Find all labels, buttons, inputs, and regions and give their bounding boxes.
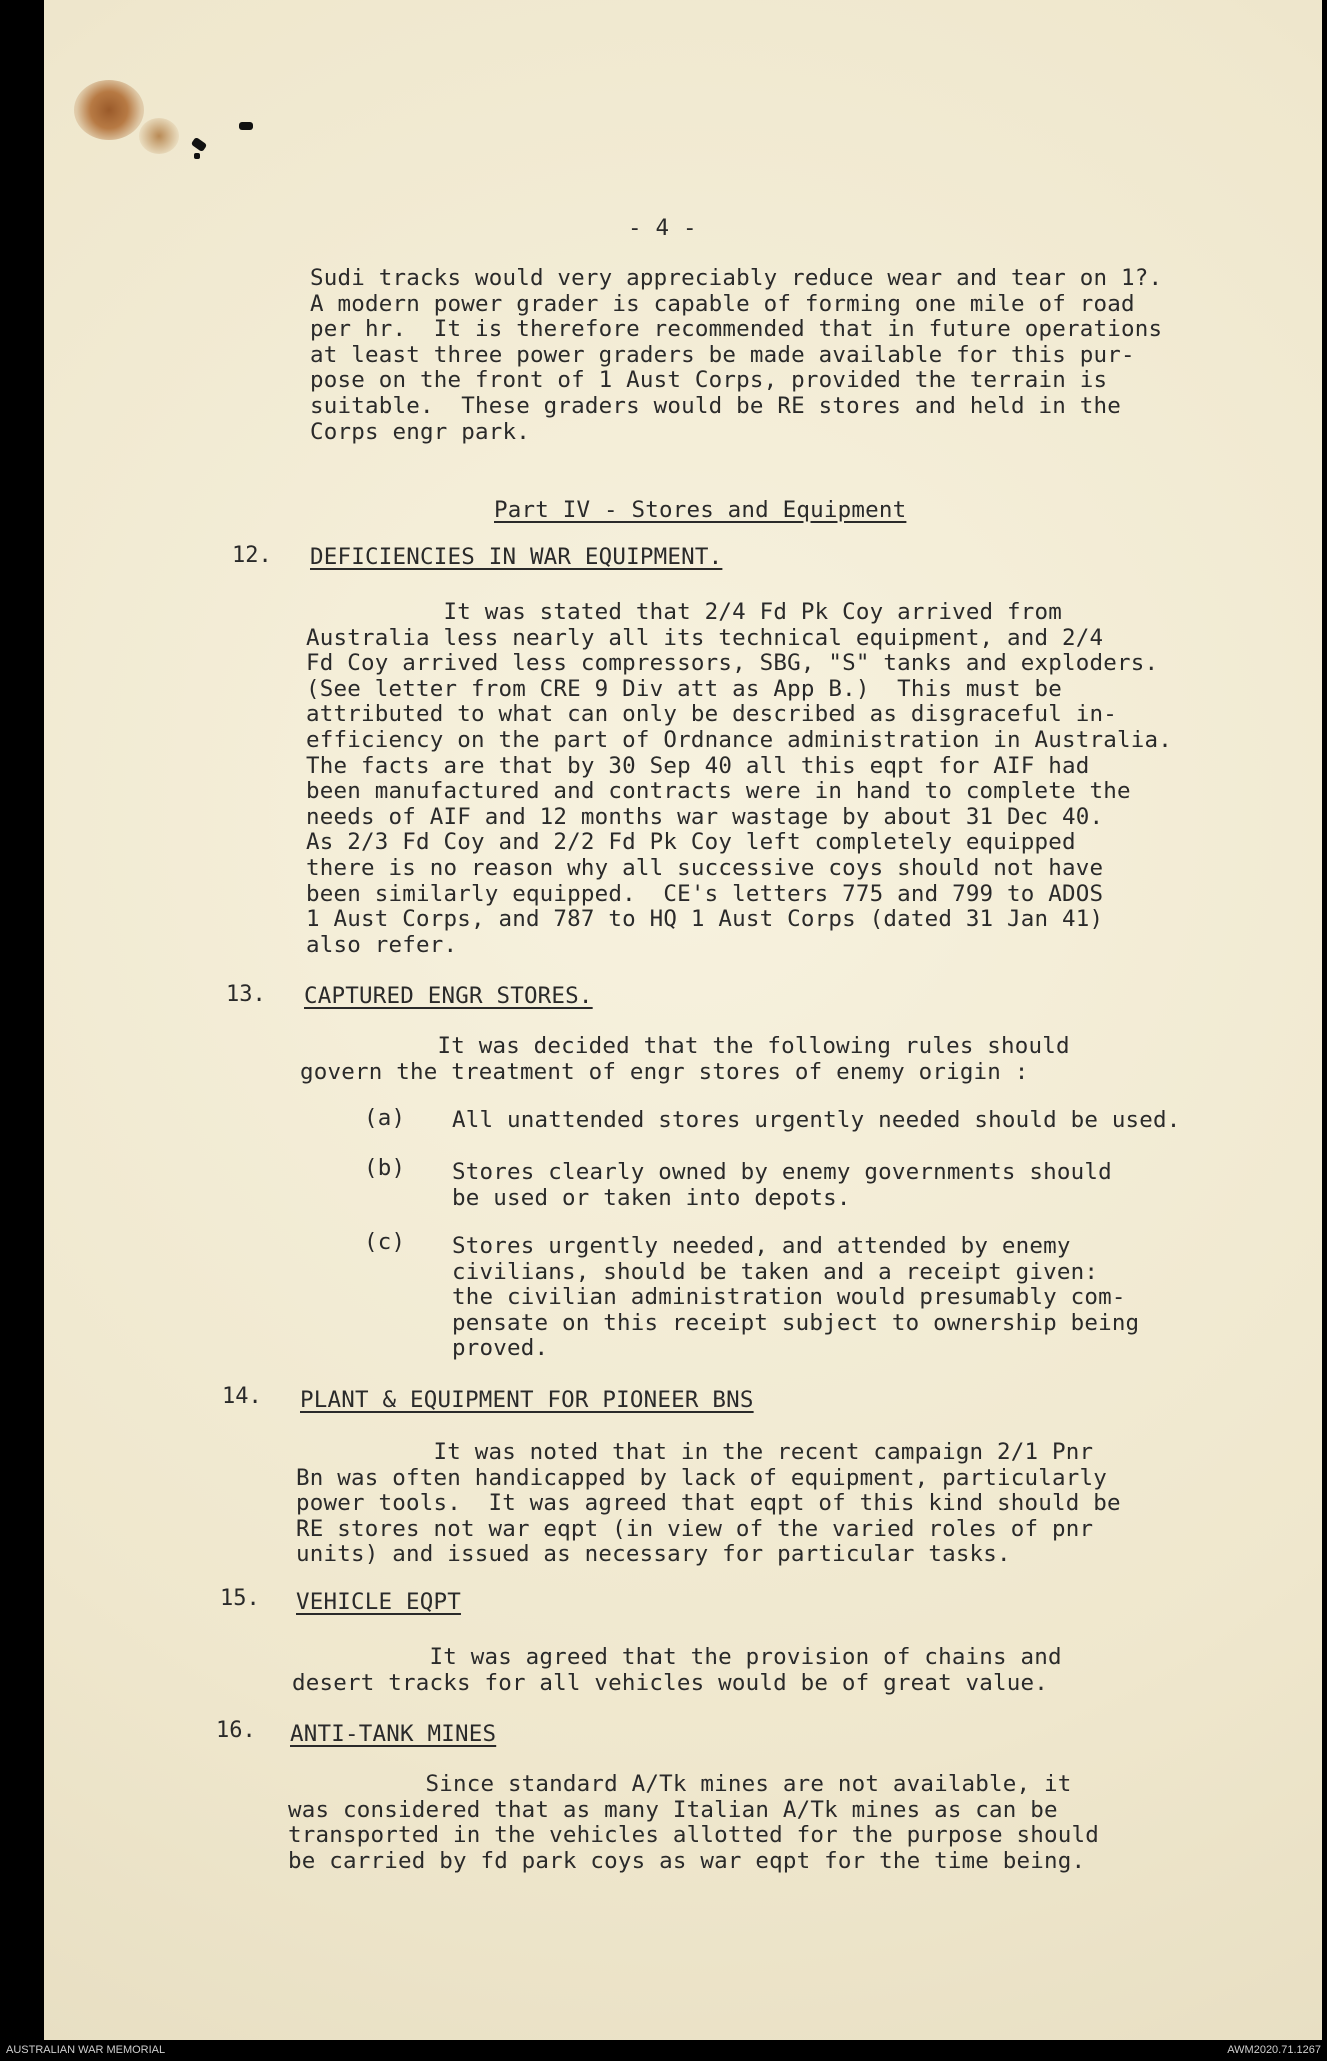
footer-accession-number: AWM2020.71.1267: [1227, 2044, 1321, 2056]
staple-hole: [194, 153, 200, 159]
section-number: 14.: [222, 1384, 262, 1409]
rust-stain: [139, 118, 179, 154]
section-title: VEHICLE EQPT: [296, 1589, 461, 1615]
rust-stain: [74, 80, 144, 140]
section-number: 13.: [226, 982, 266, 1007]
list-item: Stores urgently needed, and attended by enemy civilians, should be taken and a receipt given: the civilian administration would presumably com- pensate on this receipt subject to ownership being proved.: [452, 1233, 1140, 1362]
staple-hole: [191, 137, 208, 152]
section-title: PLANT & EQUIPMENT FOR PIONEER BNS: [300, 1387, 754, 1413]
staple-hole: [239, 122, 253, 130]
page-number: - 4 -: [628, 215, 697, 241]
list-item-label: (b): [364, 1155, 406, 1181]
list-item-label: (a): [364, 1105, 406, 1131]
section-title: CAPTURED ENGR STORES.: [304, 983, 593, 1009]
list-item: Stores clearly owned by enemy governments should be used or taken into depots.: [452, 1159, 1112, 1211]
section-body: It was stated that 2/4 Fd Pk Coy arrived from Australia less nearly all its technical equipment, and 2/4 Fd Coy arrived less compressors, SBG, "S" tanks and exploders. (See letter from CRE 9 Div att as App B.) This must be attributed to what can only be described as disgraceful in- efficiency on the part of Ordnance administration in Australia. The facts are that by 30 Sep 40 all this eqpt for AIF had been manufactured and contracts were in hand to complete the needs of AIF and 12 months war wastage by about 31 Dec 40. As 2/3 Fd Coy and 2/2 Fd Pk Coy left completely equipped there is no reason why all successive coys should not have been similarly equipped. CE's letters 775 and 799 to ADOS 1 Aust Corps, and 787 to HQ 1 Aust Corps (dated 31 Jan 41) also refer.: [306, 599, 1173, 958]
section-title: ANTI-TANK MINES: [290, 1721, 497, 1747]
section-body: It was agreed that the provision of chains and desert tracks for all vehicles would be of great value.: [292, 1644, 1062, 1696]
section-body: Since standard A/Tk mines are not available, it was considered that as many Italian A/Tk mines as can be transported in the vehicles allotted for the purpose should be carried by fd park coys as war eqpt for the time being.: [288, 1771, 1100, 1874]
section-number: 12.: [232, 543, 272, 568]
intro-paragraph: Sudi tracks would very appreciably reduce wear and tear on 1?. A modern power grader is capable of forming one mile of road per hr. It is therefore recommended that in future operations at least three power graders be made available for this pur- pose on the front of 1 Aust Corps, provided the terrain is suitable. These graders would be RE stores and held in the Corps engr park.: [310, 265, 1163, 445]
section-number: 15.: [220, 1586, 260, 1611]
part-heading: Part IV - Stores and Equipment: [494, 497, 907, 523]
section-number: 16.: [216, 1718, 256, 1743]
section-body: It was noted that in the recent campaign 2/1 Pnr Bn was often handicapped by lack of equipment, particularly power tools. It was agreed that eqpt of this kind should be RE stores not war eqpt (in view of the varied roles of pnr units) and issued as necessary for particular tasks.: [296, 1439, 1121, 1568]
section-title: DEFICIENCIES IN WAR EQUIPMENT.: [310, 544, 723, 570]
list-item: All unattended stores urgently needed should be used.: [452, 1107, 1181, 1133]
list-item-label: (c): [364, 1229, 406, 1255]
footer-credit: AUSTRALIAN WAR MEMORIAL: [6, 2044, 166, 2056]
section-body: It was decided that the following rules should govern the treatment of engr stores of enemy origin :: [300, 1033, 1070, 1085]
